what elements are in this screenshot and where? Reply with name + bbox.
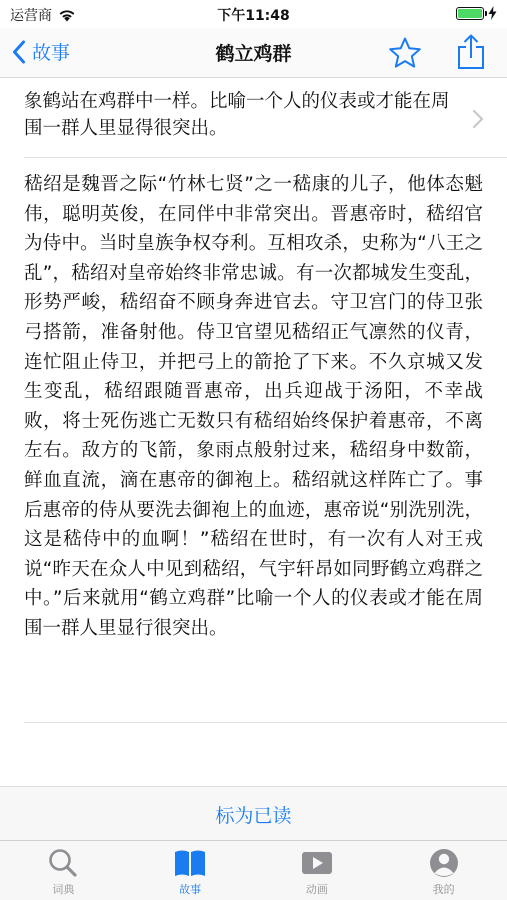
chevron-right-icon: [471, 108, 485, 130]
share-icon[interactable]: [456, 34, 486, 70]
carrier-label: 运营商: [10, 8, 52, 24]
tab-stories[interactable]: [127, 841, 254, 900]
status-time: 下午11:48: [217, 8, 290, 24]
divider: [24, 722, 507, 723]
battery-level: [458, 9, 482, 18]
status-right: [456, 6, 497, 20]
mark-read-bar: [0, 786, 507, 840]
battery-icon: [456, 7, 484, 20]
back-label: 故事: [32, 42, 71, 64]
tab-label: 我的: [432, 883, 455, 896]
charging-icon: [488, 6, 497, 20]
play-icon: [300, 847, 334, 879]
tab-animation[interactable]: [254, 841, 381, 900]
tab-label: 动画: [305, 883, 328, 896]
page-title: 鹤立鸡群: [215, 43, 292, 65]
search-icon: [46, 847, 80, 879]
mark-read-button[interactable]: 标为已读: [215, 805, 292, 827]
summary-row[interactable]: [24, 88, 507, 158]
tab-profile[interactable]: [380, 841, 507, 900]
summary-text: 象鹤站在鸡群中一样。比喻一个人的仪表或才能在周围一群人里显得很突出。: [24, 91, 450, 139]
battery-cap: [485, 11, 487, 16]
story-text: 嵇绍是魏晋之际“竹林七贤”之一嵇康的儿子，他体态魁伟，聪明英俊，在同伴中非常突出。晋惠帝时，嵇绍官为侍中。当时皇族争权夺利。互相攻杀，史称为“八王之乱”，嵇绍对皇帝始终非常忠诚。有一次都城发生变乱，形势严峻，嵇绍奋不顾身奔进官去。守卫宫门的侍卫张弓搭箭，准备射他。侍卫官望见嵇绍正气凛然的仪青，连忙阻止侍卫，并把弓上的箭抢了下来。不久京城又发生变乱，嵇绍跟随晋惠帝，出兵迎战于汤阳，不幸战败，将士死伤逃亡无数只有嵇绍始终保护着惠帝，不离左右。敌方的飞箭，象雨点般射过来，嵇绍身中数箭，鲜血直流，滴在惠帝的御袍上。嵇绍就这样阵亡了。事后惠帝的侍从要洗去御袍上的血迹，惠帝说“别洗别洗，这是嵇侍中的血啊！”嵇绍在世时，有一次有人对王戎说“昨天在众人中见到嵇绍，气宇轩昂如同野鹤立鸡群之中。”后来就用“鹤立鸡群”比喻一个人的仪表或才能在周围一群人里显行很突出。: [24, 174, 483, 639]
navigation-bar: [0, 28, 507, 78]
tab-label: 词典: [52, 883, 75, 896]
tab-label: 故事: [179, 883, 202, 896]
person-icon: [427, 847, 461, 879]
tab-bar: [0, 840, 507, 900]
star-icon[interactable]: [388, 36, 422, 70]
book-icon: [173, 847, 207, 879]
tab-dictionary[interactable]: [0, 841, 127, 900]
status-bar: [0, 0, 507, 28]
